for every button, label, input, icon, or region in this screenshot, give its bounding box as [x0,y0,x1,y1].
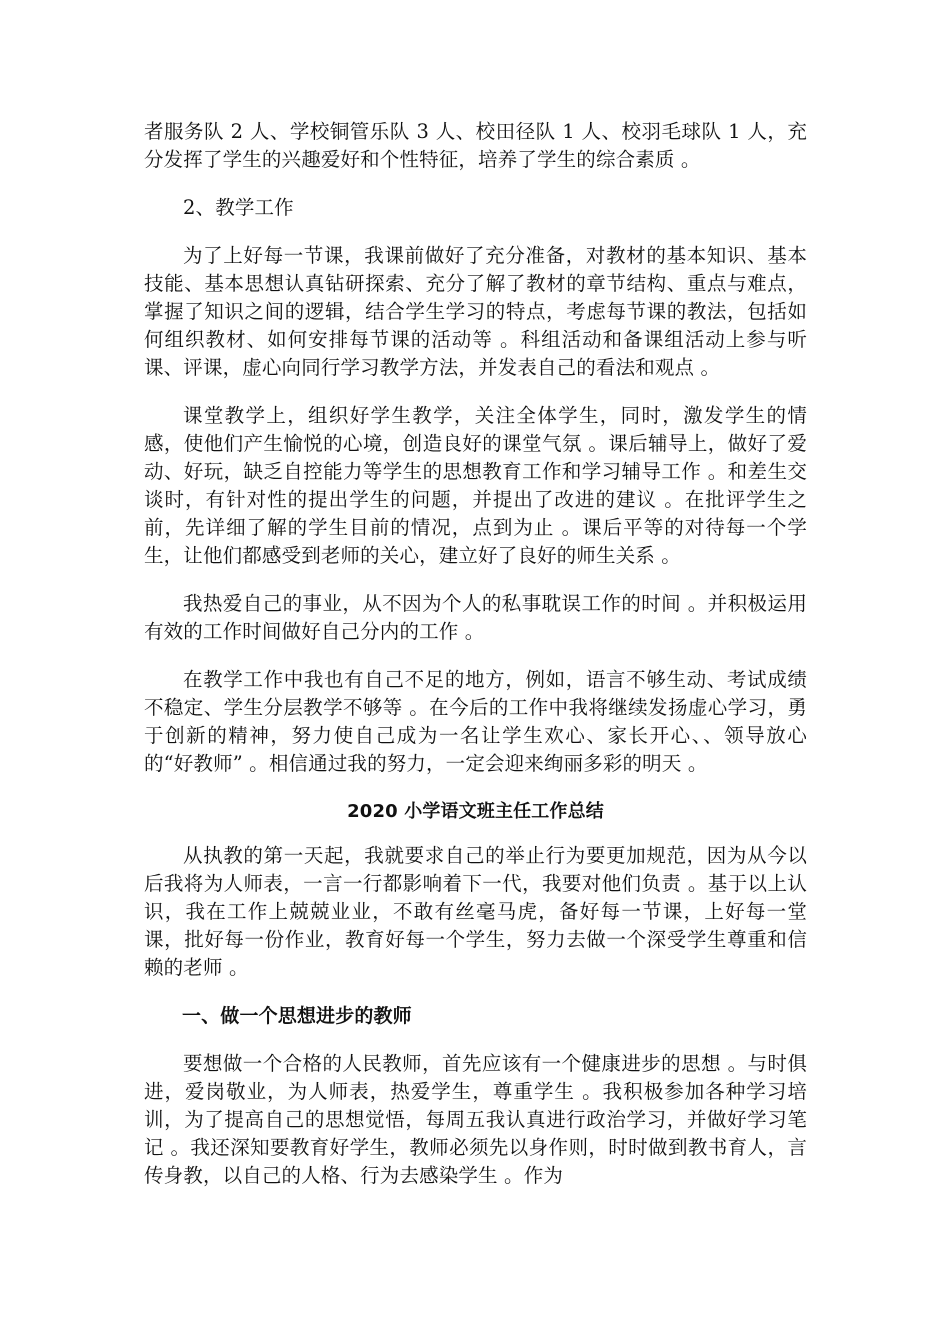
teaching-paragraph-4: 在教学工作中我也有自己不足的地方，例如，语言不够生动、考试成绩不稳定、学生分层教学不够等 。在今后的工作中我将继续发扬虚心学习，勇于创新的精神，努力使自己成为一名让学生欢心、家长开心、、领导放心的“好教师” 。相信通过我的努力，一定会迎来绚丽多彩的明天 。 [144,668,807,775]
section-heading-1: 一、做一个思想进步的教师 [182,1005,412,1027]
intro-fragment-paragraph: 者服务队 2 人、学校铜管乐队 3 人、校田径队 1 人、校羽毛球队 1 人，充分发挥了学生的兴趣爱好和个性特征，培养了学生的综合素质 。 [144,120,807,171]
teaching-paragraph-3: 我热爱自己的事业，从不因为个人的私事耽误工作的时间 。并积极运用有效的工作时间做好自己分内的工作 。 [144,592,807,643]
opening-paragraph: 从执教的第一天起，我就要求自己的举止行为要更加规范，因为从今以后我将为人师表，一言一行都影响着下一代，我要对他们负责 。基于以上认识，我在工作上兢兢业业，不敢有丝毫马虎，备好每一节课，上好每一堂课，批好每一份作业，教育好每一个学生，努力去做一个深受学生尊重和信赖的老师 。 [144,844,807,979]
teaching-paragraph-1: 为了上好每一节课，我课前做好了充分准备，对教材的基本知识、基本技能、基本思想认真钻研探索、充分了解了教材的章节结构、重点与难点，掌握了知识之间的逻辑，结合学生学习的特点，考虑每节课的教法，包括如何组织教材、如何安排每节课的活动等 。科组活动和备课组活动上参与听课、评课，虚心向同行学习教学方法，并发表自己的看法和观点 。 [144,244,807,379]
teaching-paragraph-2: 课堂教学上，组织好学生教学，关注全体学生，同时，激发学生的情感，使他们产生愉悦的心境，创造良好的课堂气氛 。课后辅导上，做好了爱动、好玩，缺乏自控能力等学生的思想教育工作和学习辅导工作 。和差生交谈时，有针对性的提出学生的问题，并提出了改进的建议 。在批评学生之前，先详细了解的学生目前的情况，点到为止 。课后平等的对待每一个学生，让他们都感受到老师的关心，建立好了良好的师生关系 。 [144,404,807,567]
section-1-paragraph: 要想做一个合格的人民教师，首先应该有一个健康进步的思想 。与时俱进，爱岗敬业，为人师表，热爱学生，尊重学生 。我积极参加各种学习培训，为了提高自己的思想觉悟，每周五我认真进行政治学习，并做好学习笔记 。我还深知要教育好学生，教师必须先以身作则，时时做到教书育人，言传身教，以自己的人格、行为去感染学生 。作为 [144,1052,807,1187]
document-title: 2020 小学语文班主任工作总结 [347,801,604,822]
subheading-teaching-work: 2、教学工作 [183,196,294,219]
document-page [144,118,807,1210]
